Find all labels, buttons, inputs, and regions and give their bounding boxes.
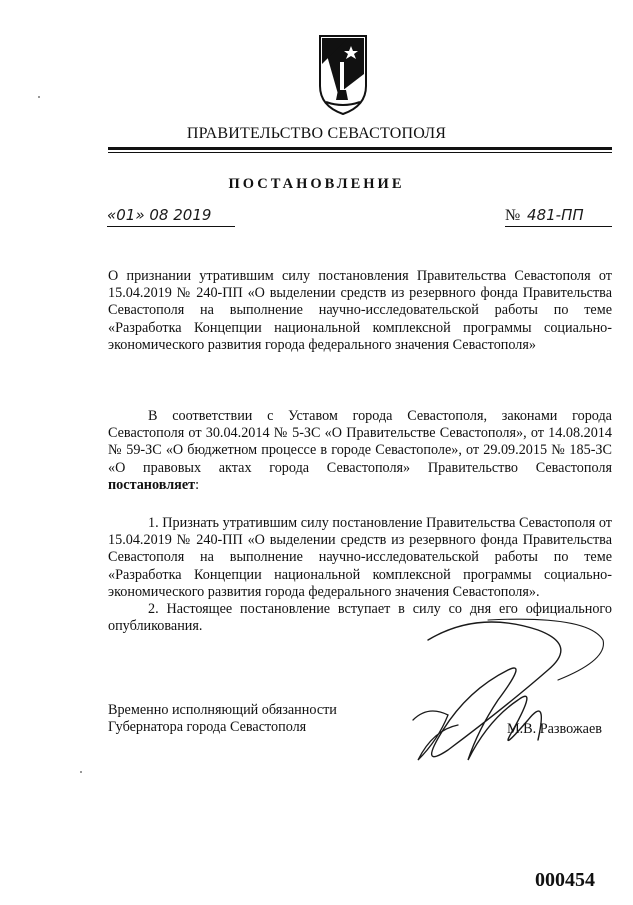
scan-speck [80,771,82,773]
header-rule-thick [108,147,612,150]
document-date [107,206,235,227]
preamble-paragraph [108,408,612,494]
number-sign: № [505,207,521,224]
document-title: О признании утратившим силу постановления Правительства Севастополя от 15.04.2019 № 240-ПП «О выделении средств из резервного фонда Правительства Севастополя на выполнение научно-исследовательской работы по теме «Разработка Концепции национальной комплексной программы социально-экономического развития города федерального значения Севастополя» [108,268,612,353]
resolution-item-1: 1. Признать утратившим силу постановление Правительства Севастополя от 15.04.2019 № 240-ПП «О выделении средств из резервного фонда Правительства Севастополя на выполнение научно-исследовательской работы по теме «Разработка Концепции национальной комплексной программы социально-экономического развития города федерального значения Севастополя». [108,515,612,600]
document-type-heading: ПОСТАНОВЛЕНИЕ [228,176,405,192]
header-rule-thin [108,152,612,153]
preamble-end: : [195,476,200,493]
signature-icon [388,610,628,780]
signatory-name: М.В. Развожаев [507,721,602,737]
document-number [505,206,612,227]
signatory-position-line-2: Губернатора города Севастополя [108,719,307,736]
signatory-position-line-1: Временно исполняющий обязанности [108,702,337,718]
number-handwritten: 481-ПП [527,206,584,224]
preamble-keyword: постановляет [108,476,196,493]
government-title: ПРАВИТЕЛЬСТВО СЕВАСТОПОЛЯ [186,125,447,142]
serial-number: 000454 [535,869,595,891]
preamble-text: В соответствии с Уставом города Севастополя, законами города Севастополя от 30.04.2014 № 5-ЗС «О Правительстве Севастополя», от 14.08.2014 № 59-ЗС «О бюджетном процессе в городе Севастополе», от 29.09.2015 № 185-ЗС «О правовых актах города Севастополя» Правительство Севастополя [108,408,612,476]
scan-speck [38,96,40,98]
date-handwritten: «01» 08 2019 [107,206,212,224]
signatory-position [108,702,378,736]
coat-of-arms-icon [318,34,368,116]
resolution-item-2: 2. Настоящее постановление вступает в силу со дня его официального опубликования. [108,601,612,635]
